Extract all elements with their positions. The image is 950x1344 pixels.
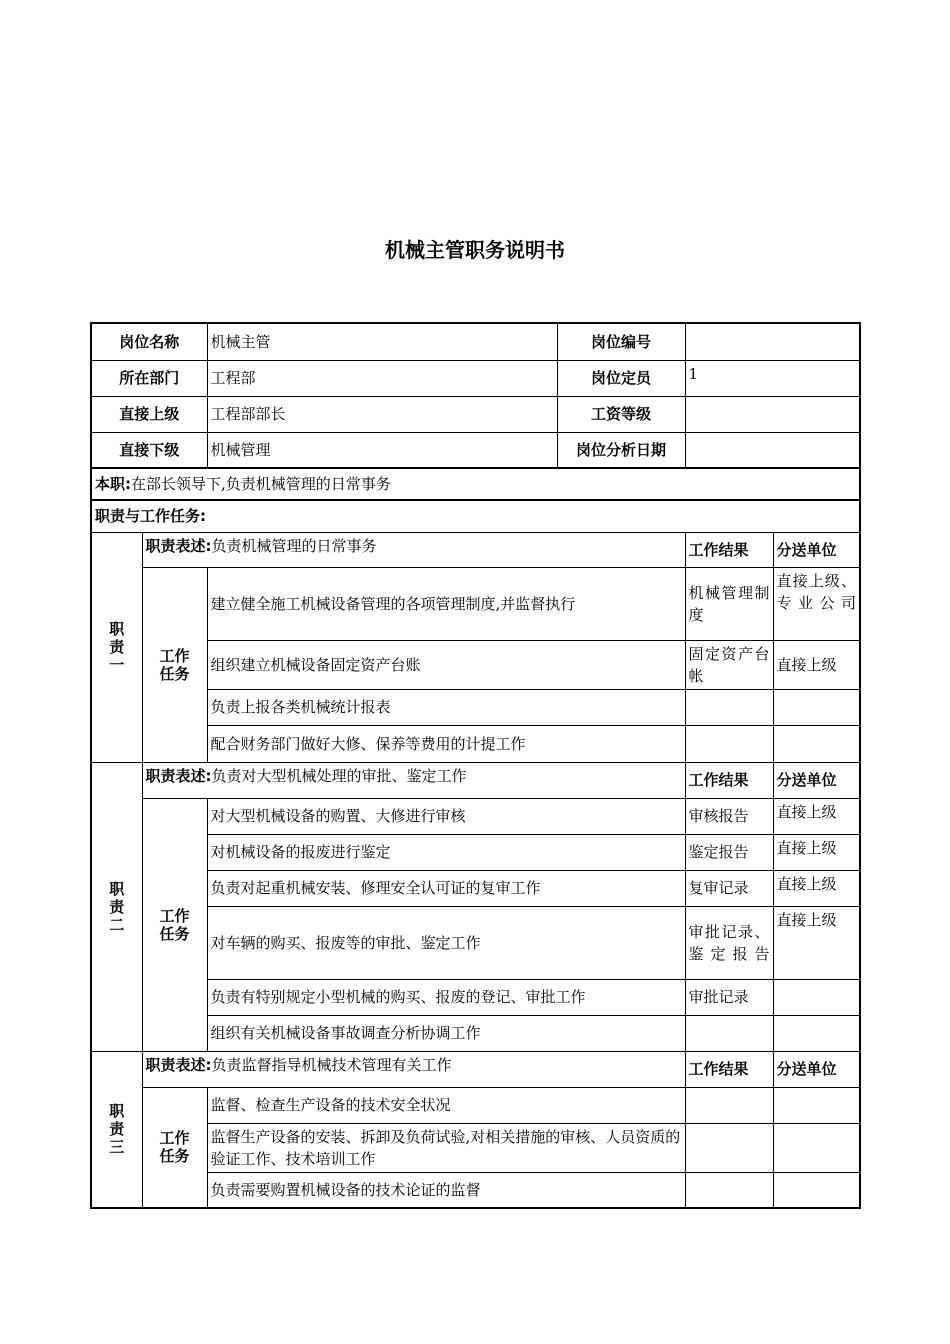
duty1-recipient: 直接上级、专业公司	[773, 567, 860, 640]
duty1-recipient: 直接上级	[773, 640, 860, 689]
duty3-task: 监督生产设备的安装、拆卸及负荷试验,对相关措施的审核、人员资质的验证工作、技术培训工作	[207, 1123, 685, 1172]
duty3-recipient	[773, 1087, 860, 1123]
position-name-value: 机械主管	[207, 323, 557, 360]
duty2-task: 对机械设备的报废进行鉴定	[207, 834, 685, 870]
analysis-date-label: 岗位分析日期	[557, 432, 685, 468]
duty2-result: 鉴定报告	[685, 834, 773, 870]
duty-summary-text: 在部长领导下,负责机械管理的日常事务	[131, 475, 391, 493]
duty2-result: 复审记录	[685, 870, 773, 906]
duty2-result: 审批记录、鉴定报告	[685, 906, 773, 979]
duty2-recipient	[773, 1015, 860, 1051]
duty2-result: 审核报告	[685, 798, 773, 834]
duty1-task: 建立健全施工机械设备管理的各项管理制度,并监督执行	[207, 567, 685, 640]
duty3-result	[685, 1123, 773, 1172]
duty2-task: 负责对起重机械安装、修理安全认可证的复审工作	[207, 870, 685, 906]
duty1-label: 职 责 一	[91, 532, 142, 762]
duty-summary	[91, 468, 860, 500]
duty2-desc: 职责表述:负责对大型机械处理的审批、鉴定工作	[142, 762, 685, 798]
subordinate-label: 直接下级	[91, 432, 207, 468]
superior-value: 工程部部长	[207, 396, 557, 432]
duty3-desc: 职责表述:负责监督指导机械技术管理有关工作	[142, 1051, 685, 1087]
duty1-result	[685, 689, 773, 725]
salary-grade-label: 工资等级	[557, 396, 685, 432]
duty1-result: 机械管理制度	[685, 567, 773, 640]
duty3-result	[685, 1087, 773, 1123]
duty3-recipient-header: 分送单位	[773, 1051, 860, 1087]
duty2-recipient: 直接上级	[773, 870, 860, 906]
document-title: 机械主管职务说明书	[385, 238, 565, 262]
duty2-recipient: 直接上级	[773, 834, 860, 870]
duty1-task: 配合财务部门做好大修、保养等费用的计提工作	[207, 725, 685, 762]
duty2-result-header: 工作结果	[685, 762, 773, 798]
department-value: 工程部	[207, 360, 557, 396]
duty2-recipient	[773, 979, 860, 1015]
duties-header: 职责与工作任务:	[91, 500, 860, 532]
superior-label: 直接上级	[91, 396, 207, 432]
headcount-label: 岗位定员	[557, 360, 685, 396]
position-code-value	[685, 323, 860, 360]
headcount-value: 1	[685, 360, 860, 396]
department-label: 所在部门	[91, 360, 207, 396]
duty3-recipient	[773, 1123, 860, 1172]
duty3-result	[685, 1172, 773, 1208]
duty2-task: 对车辆的购买、报废等的审批、鉴定工作	[207, 906, 685, 979]
job-description-table	[90, 322, 859, 1209]
subordinate-value: 机械管理	[207, 432, 557, 468]
duty1-task: 负责上报各类机械统计报表	[207, 689, 685, 725]
duty-summary-label: 本职:	[95, 475, 131, 493]
duty2-task: 对大型机械设备的购置、大修进行审核	[207, 798, 685, 834]
salary-grade-value	[685, 396, 860, 432]
duty2-task-label: 工作 任务	[142, 798, 207, 1051]
duty2-task: 组织有关机械设备事故调查分析协调工作	[207, 1015, 685, 1051]
duty2-recipient-header: 分送单位	[773, 762, 860, 798]
duty2-result	[685, 1015, 773, 1051]
analysis-date-value	[685, 432, 860, 468]
duty1-desc: 职责表述:负责机械管理的日常事务	[142, 532, 685, 567]
position-code-label: 岗位编号	[557, 323, 685, 360]
duty2-task: 负责有特别规定小型机械的购买、报废的登记、审批工作	[207, 979, 685, 1015]
position-name-label: 岗位名称	[91, 323, 207, 360]
duty1-task-label: 工作 任务	[142, 567, 207, 762]
duty1-result-header: 工作结果	[685, 532, 773, 567]
duty1-task: 组织建立机械设备固定资产台账	[207, 640, 685, 689]
duty2-recipient: 直接上级	[773, 906, 860, 979]
duty3-label: 职 责 三	[91, 1051, 142, 1208]
duty3-result-header: 工作结果	[685, 1051, 773, 1087]
duty2-label: 职 责 二	[91, 762, 142, 1051]
duty3-task: 负责需要购置机械设备的技术论证的监督	[207, 1172, 685, 1208]
duty3-recipient	[773, 1172, 860, 1208]
duty2-result: 审批记录	[685, 979, 773, 1015]
duty1-recipient	[773, 725, 860, 762]
duty1-recipient-header: 分送单位	[773, 532, 860, 567]
duty3-task: 监督、检查生产设备的技术安全状况	[207, 1087, 685, 1123]
duty1-result	[685, 725, 773, 762]
duty2-recipient: 直接上级	[773, 798, 860, 834]
duty1-recipient	[773, 689, 860, 725]
duty3-task-label: 工作 任务	[142, 1087, 207, 1208]
duty1-result: 固定资产台帐	[685, 640, 773, 689]
